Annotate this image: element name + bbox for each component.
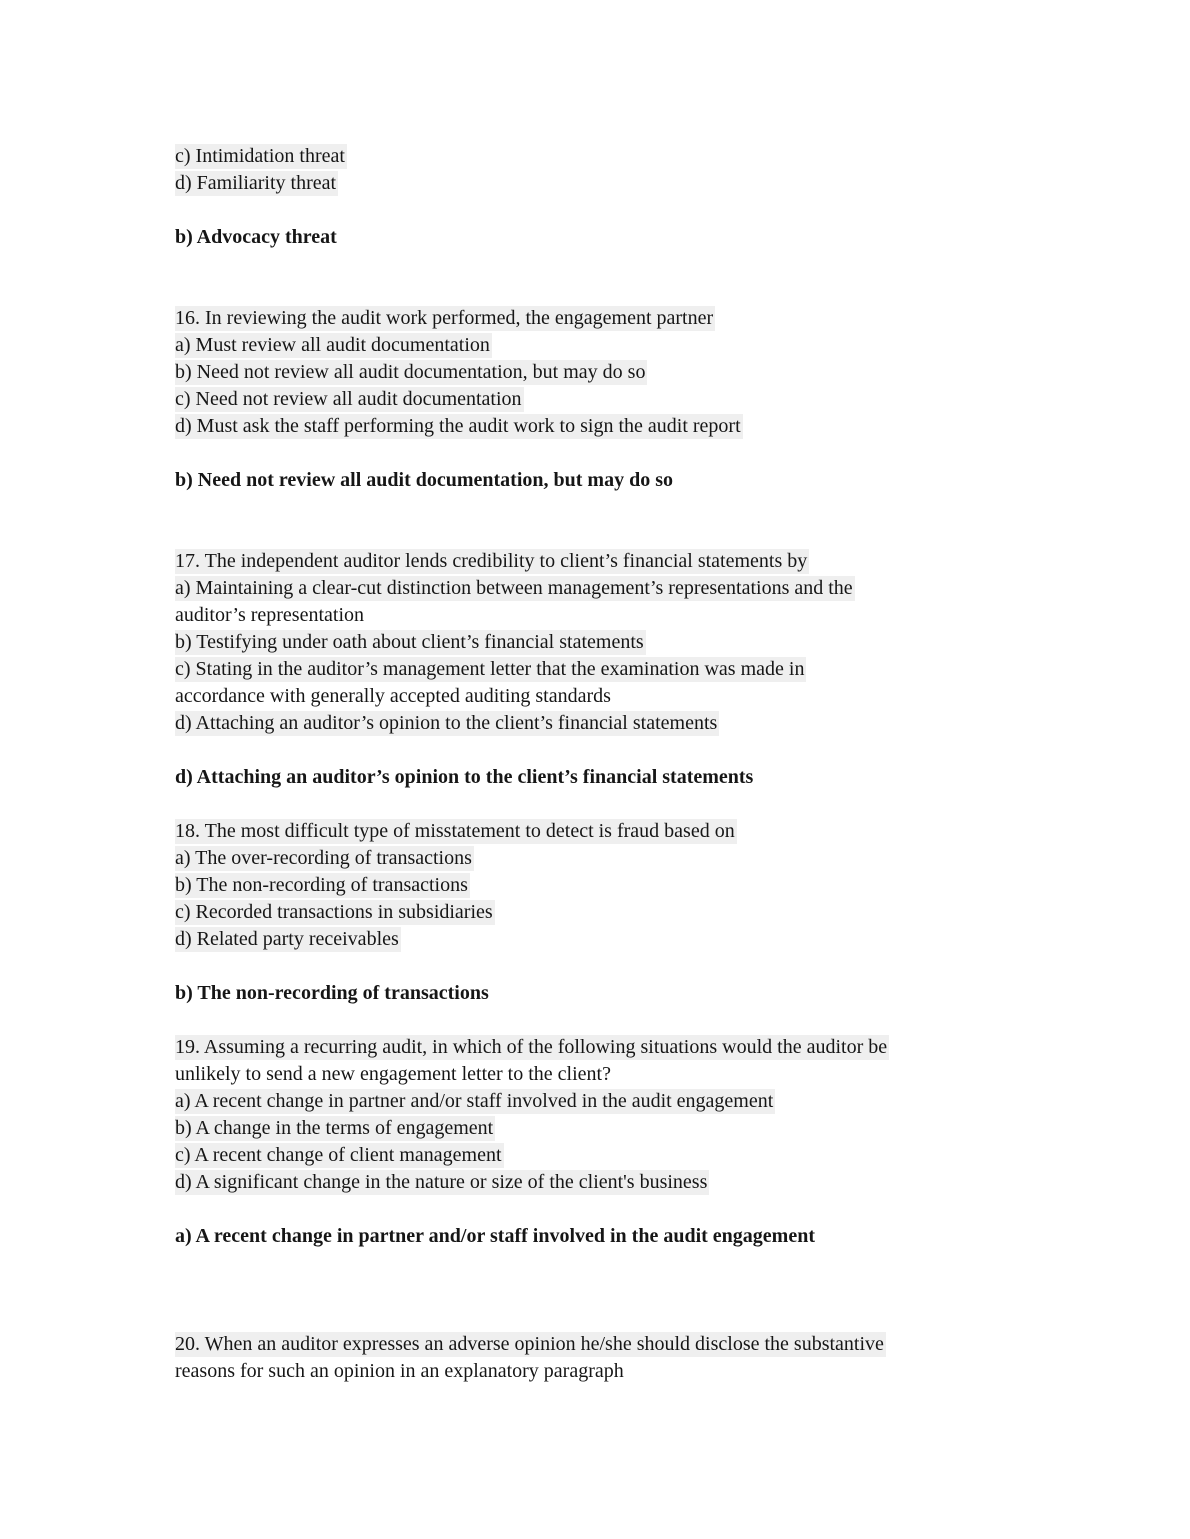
- line-text: a) Must review all audit documentation: [175, 334, 490, 356]
- text-line: [175, 980, 1090, 1007]
- line-text: b) Advocacy threat: [175, 226, 337, 248]
- line-text: 17. The independent auditor lends credibility to client’s financial statements by: [175, 550, 808, 572]
- text-line: [175, 899, 1090, 926]
- blank-line: [175, 1277, 1090, 1304]
- document-lines: [175, 143, 1090, 1385]
- text-line: [175, 1142, 1090, 1169]
- line-text: 20. When an auditor expresses an adverse opinion he/she should disclose the substantive: [175, 1333, 884, 1355]
- text-line: [175, 386, 1090, 413]
- text-line: [175, 1358, 1090, 1385]
- text-line: [175, 710, 1090, 737]
- text-line: [175, 224, 1090, 251]
- text-line: [175, 359, 1090, 386]
- blank-line: [175, 1007, 1090, 1034]
- blank-line: [175, 251, 1090, 278]
- line-text: c) A recent change of client management: [175, 1144, 502, 1166]
- line-text: 16. In reviewing the audit work performed, the engagement partner: [175, 307, 714, 329]
- text-line: [175, 764, 1090, 791]
- line-text: a) A recent change in partner and/or staff involved in the audit engagement: [175, 1090, 774, 1112]
- line-text: a) A recent change in partner and/or staff involved in the audit engagement: [175, 1225, 815, 1247]
- text-line: [175, 332, 1090, 359]
- blank-line: [175, 440, 1090, 467]
- line-text: c) Need not review all audit documentation: [175, 388, 522, 410]
- text-line: [175, 548, 1090, 575]
- line-text: auditor’s representation: [175, 604, 365, 626]
- line-text: reasons for such an opinion in an explanatory paragraph: [175, 1360, 624, 1382]
- text-line: [175, 413, 1090, 440]
- line-text: 19. Assuming a recurring audit, in which of the following situations would the auditor be: [175, 1036, 888, 1058]
- line-text: accordance with generally accepted auditing standards: [175, 685, 611, 707]
- line-text: b) Need not review all audit documentation, but may do so: [175, 469, 673, 491]
- text-line: [175, 1088, 1090, 1115]
- line-text: b) Testifying under oath about client’s financial statements: [175, 631, 644, 653]
- line-text: 18. The most difficult type of misstatement to detect is fraud based on: [175, 820, 735, 842]
- text-line: [175, 683, 1090, 710]
- text-line: [175, 143, 1090, 170]
- text-line: [175, 656, 1090, 683]
- text-line: [175, 467, 1090, 494]
- blank-line: [175, 1304, 1090, 1331]
- text-line: [175, 602, 1090, 629]
- blank-line: [175, 791, 1090, 818]
- blank-line: [175, 521, 1090, 548]
- line-text: d) Related party receivables: [175, 928, 399, 950]
- text-line: [175, 170, 1090, 197]
- text-line: [175, 1169, 1090, 1196]
- line-text: b) The non-recording of transactions: [175, 982, 489, 1004]
- text-line: [175, 818, 1090, 845]
- text-line: [175, 1115, 1090, 1142]
- text-line: [175, 575, 1090, 602]
- line-text: d) Familiarity threat: [175, 172, 337, 194]
- text-line: [175, 1034, 1090, 1061]
- blank-line: [175, 1196, 1090, 1223]
- line-text: d) A significant change in the nature or size of the client's business: [175, 1171, 708, 1193]
- blank-line: [175, 737, 1090, 764]
- text-line: [175, 1223, 1090, 1250]
- line-text: d) Must ask the staff performing the audit work to sign the audit report: [175, 415, 741, 437]
- blank-line: [175, 953, 1090, 980]
- line-text: d) Attaching an auditor’s opinion to the client’s financial statements: [175, 766, 754, 788]
- blank-line: [175, 197, 1090, 224]
- line-text: b) The non-recording of transactions: [175, 874, 468, 896]
- blank-line: [175, 278, 1090, 305]
- line-text: d) Attaching an auditor’s opinion to the client’s financial statements: [175, 712, 718, 734]
- text-line: [175, 872, 1090, 899]
- line-text: unlikely to send a new engagement letter to the client?: [175, 1063, 611, 1085]
- text-line: [175, 305, 1090, 332]
- text-line: [175, 1331, 1090, 1358]
- line-text: a) The over-recording of transactions: [175, 847, 472, 869]
- text-line: [175, 845, 1090, 872]
- line-text: b) Need not review all audit documentation, but may do so: [175, 361, 646, 383]
- blank-line: [175, 1250, 1090, 1277]
- line-text: a) Maintaining a clear-cut distinction between management’s representations and the: [175, 577, 853, 599]
- line-text: c) Stating in the auditor’s management letter that the examination was made in: [175, 658, 805, 680]
- text-line: [175, 629, 1090, 656]
- line-text: b) A change in the terms of engagement: [175, 1117, 494, 1139]
- text-line: [175, 926, 1090, 953]
- line-text: c) Intimidation threat: [175, 145, 345, 167]
- line-text: c) Recorded transactions in subsidiaries: [175, 901, 493, 923]
- text-line: [175, 1061, 1090, 1088]
- blank-line: [175, 494, 1090, 521]
